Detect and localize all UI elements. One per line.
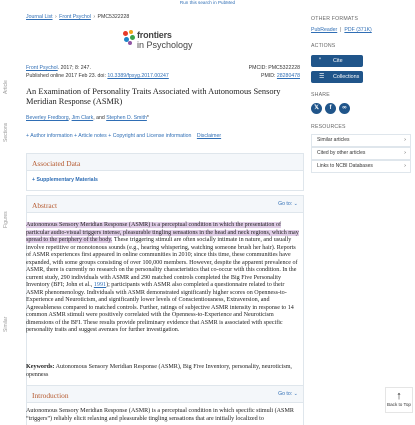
- associated-data-panel: [26, 153, 304, 191]
- associated-data-heading: Associated Data: [27, 154, 303, 171]
- journal-link[interactable]: Front Psychol: [26, 65, 58, 71]
- logo-name: frontiers: [137, 30, 172, 40]
- breadcrumb: [26, 14, 129, 20]
- cite-button[interactable]: “ Cite: [311, 55, 363, 67]
- article-title: An Examination of Personality Traits Associated with Autonomous Sensory Meridian Response (ASMR): [26, 87, 281, 106]
- collections-icon: ☰: [319, 74, 325, 80]
- pubmed-search-link[interactable]: Run this search in PubMed: [179, 0, 236, 5]
- resource-ncbi-links[interactable]: Links to NCBI Databases ›: [311, 160, 411, 173]
- back-to-top-button[interactable]: ↑ Back to Top: [385, 387, 413, 413]
- share-heading: SHARE: [311, 92, 330, 98]
- pmcid: PMCID: PMC5322228: [248, 65, 300, 71]
- introduction-text: Autonomous Sensory Meridian Response (ASMR) is a perceptual condition in which specific stimuli (ASMR “triggers”) reliably elicit relaxing and pleasurable tingling sensations that are initially localized to: [26, 408, 294, 422]
- format-links: PubReader | PDF (371K): [311, 27, 372, 33]
- actions-heading: ACTIONS: [311, 43, 336, 49]
- side-tab-sections[interactable]: Sections: [3, 122, 9, 142]
- article-info-links: [26, 133, 221, 139]
- introduction-goto[interactable]: Go to: ⌄: [278, 391, 298, 397]
- breadcrumb-front-psychol[interactable]: Front Psychol: [59, 14, 91, 20]
- main-column: [26, 10, 304, 422]
- pmid-label: PMID:: [261, 73, 277, 79]
- abstract-text: Autonomous Sensory Meridian Response (ASMR) is a perceptual condition in which the presentation of particular audio-visual triggers intense, pleasurable tingling sensations in the head and neck regions, which may spread to the periphery of the body. These triggering stimuli are often socially intimate in nature, and usually involve repetitive or monotonous sounds (e.g., hearing whispering, watching someone brush her hair). Reports of ASMR experiences first appeared in online communities in 2010; since this time, these communities have expanded, with some groups consisting of over 100,000 members. However, despite the apparent prevalence of ASMR, there is currently no research on the personality characteristics that co-occur with this condition. In the current study, 290 individuals with ASMR and 290 matched controls completed the Big Five Personality Inventory (BFI; John et al., 1991); participants with ASMR also completed a questionnaire related to their ASMR phenomenology. Individuals with ASMR demonstrated significantly higher scores on Openness-to-Experience and Neuroticism, and significantly lower levels of Conscientiousness, Extraversion, and Agreeableness compared to matched controls. Further, ratings of subjective ASMR intensity in response to 14 common ASMR stimuli were positively correlated with the Openness-to-Experience and Neuroticism dimensions of the BFI. These results provide preliminary evidence that ASMR is associated with specific personality traits and suggest avenues for further investigation.: [26, 222, 299, 333]
- highlighted-text: Autonomous Sensory Meridian Response (ASMR) is a perceptual condition in which the presentation of particular audio-visual triggers intense, pleasurable tingling sensations in the head and neck regions, which may spread to the periphery of the body.: [26, 222, 299, 243]
- frontiers-logo[interactable]: [122, 28, 202, 56]
- author-list: Beverley Fredborg, Jim Clark, and Stephen D. Smith*: [26, 115, 149, 121]
- reference-link[interactable]: 1991: [93, 282, 107, 288]
- quote-icon: “: [319, 58, 321, 64]
- chevron-right-icon: ›: [404, 137, 406, 143]
- chevron-right-icon: ›: [404, 150, 406, 156]
- keywords: Keywords: Autonomous Sensory Meridian Response (ASMR), Big Five Inventory, personality, neuroticism, openness: [26, 364, 292, 378]
- pmid-link[interactable]: 28280478: [276, 73, 300, 79]
- published-date: Published online 2017 Feb 23. doi:: [26, 73, 108, 79]
- logo-subtitle: in Psychology: [137, 40, 193, 50]
- volume-info: . 2017; 8: 247.: [57, 65, 91, 71]
- citation-block: [26, 64, 304, 80]
- author-link[interactable]: Beverley Fredborg: [26, 115, 69, 121]
- arrow-up-icon: ↑: [396, 390, 402, 402]
- author-link[interactable]: Stephen D. Smith: [106, 115, 147, 121]
- disclaimer-link[interactable]: Disclaimer: [196, 133, 222, 139]
- resource-similar-articles[interactable]: Similar articles ›: [311, 134, 411, 147]
- permalink-icon[interactable]: ∞: [339, 103, 350, 114]
- breadcrumb-sep: ›: [54, 14, 57, 20]
- abstract-heading: Abstract Go to: ⌄: [27, 196, 303, 213]
- side-tab-article[interactable]: Article: [3, 80, 9, 94]
- breadcrumb-pmcid: PMC5322228: [97, 14, 130, 20]
- author-link[interactable]: Jim Clark: [71, 115, 94, 121]
- author-information-toggle[interactable]: + Author information: [26, 133, 73, 139]
- search-banner: [0, 0, 415, 8]
- doi-link[interactable]: 10.3389/fpsyg.2017.00247: [107, 73, 169, 79]
- copyright-toggle[interactable]: + Copyright and License information: [108, 133, 192, 139]
- resource-cited-by[interactable]: Cited by other articles ›: [311, 147, 411, 160]
- resources-heading: RESOURCES: [311, 124, 346, 130]
- twitter-share-icon[interactable]: 𝕏: [311, 103, 322, 114]
- abstract-goto[interactable]: Go to: ⌄: [278, 201, 298, 207]
- supplementary-materials-toggle[interactable]: + Supplementary Materials: [32, 177, 98, 183]
- other-formats-heading: OTHER FORMATS: [311, 16, 359, 22]
- breadcrumb-sep: ›: [93, 14, 96, 20]
- side-tab-figures[interactable]: Figures: [3, 211, 9, 228]
- logo-mark-icon: [122, 30, 136, 46]
- facebook-share-icon[interactable]: f: [325, 103, 336, 114]
- pubreader-link[interactable]: PubReader: [311, 27, 338, 33]
- article-notes-toggle[interactable]: + Article notes: [74, 133, 107, 139]
- introduction-heading: Introduction Go to: ⌄: [27, 386, 303, 403]
- side-tab-similar[interactable]: Similar: [3, 316, 9, 332]
- chevron-right-icon: ›: [404, 163, 406, 169]
- collections-button[interactable]: ☰ Collections: [311, 71, 363, 83]
- breadcrumb-journal-list[interactable]: Journal List: [26, 14, 53, 20]
- pdf-link[interactable]: PDF (371K): [344, 27, 372, 33]
